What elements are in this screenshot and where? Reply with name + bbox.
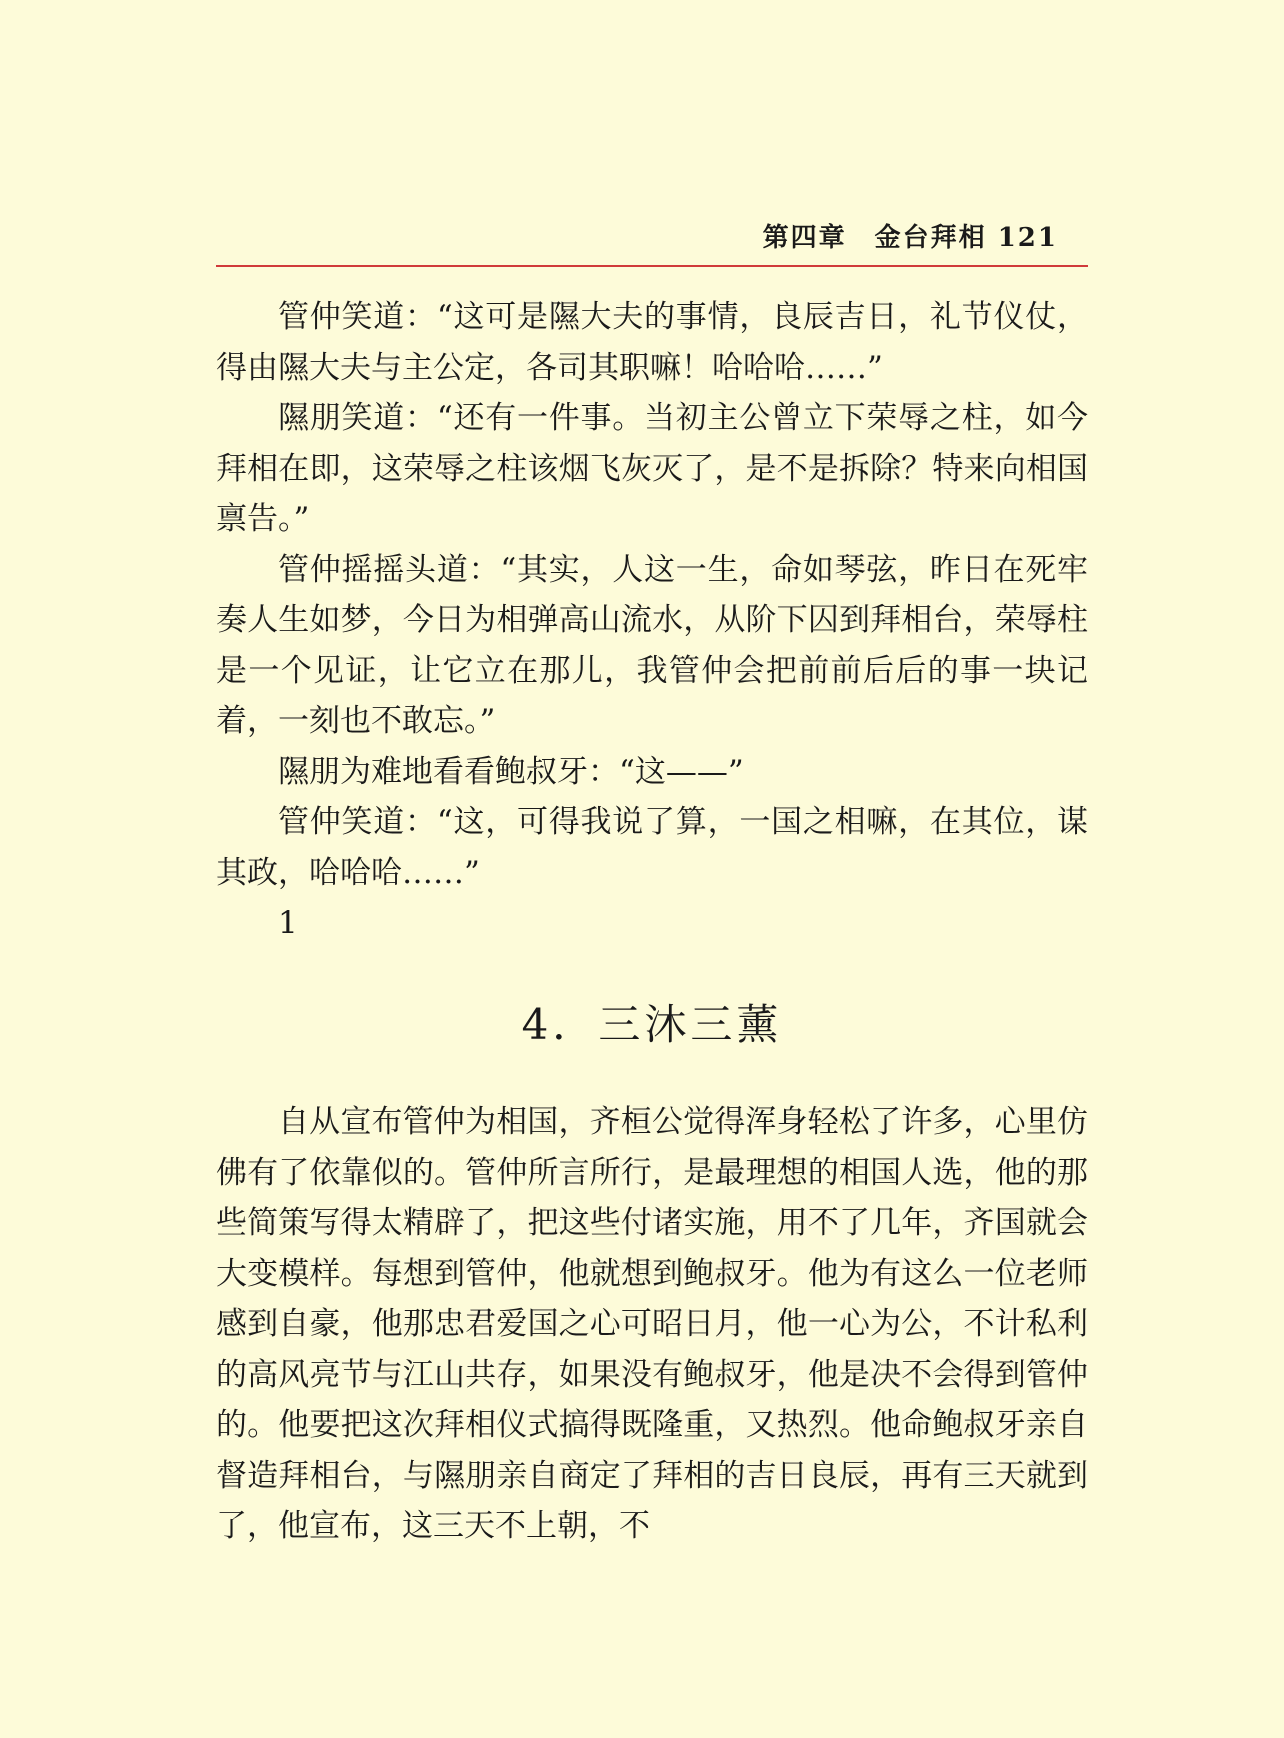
paragraph: 管仲笑道：“这可是隰大夫的事情，良辰吉日，礼节仪仗，得由隰大夫与主公定，各司其职嘛！哈哈哈……” [216,299,1088,386]
header-rule [216,265,1088,267]
paragraph: 自从宣布管仲为相国，齐桓公觉得浑身轻松了许多，心里仿佛有了依靠似的。管仲所言所行，是最理想的相国人选，他的那些简策写得太精辟了，把这些付诸实施，用不了几年，齐国就会大变模样。每想到管仲，他就想到鲍叔牙。他为有这么一位老师感到自豪，他那忠君爱国之心可昭日月，他一心为公，不计私利的高风亮节与江山共存，如果没有鲍叔牙，他是决不会得到管仲的。他要把这次拜相仪式搞得既隆重，又热烈。他命鲍叔牙亲自督造拜相台，与隰朋亲自商定了拜相的吉日良辰，再有三天就到了，他宣布，这三天不上朝，不 [216,1104,1088,1544]
paragraph: 隰朋为难地看看鲍叔牙：“这——” [278,753,744,790]
paragraph: 隰朋笑道：“还有一件事。当初主公曾立下荣辱之柱，如今拜相在即，这荣辱之柱该烟飞灰灭了，是不是拆除？特来向相国禀告。” [216,400,1088,537]
text-block-bottom [216,1097,1088,1552]
chapter-label: 第四章 [762,223,847,253]
paragraph: 1 [278,905,298,941]
paragraph: 管仲笑道：“这，可得我说了算，一国之相嘛，在其位，谋其政，哈哈哈……” [216,804,1088,891]
page-number: 121 [997,223,1058,253]
running-header [216,218,1088,258]
section-title: 4．三沐三薰 [521,1000,783,1049]
paragraph: 管仲摇摇头道：“其实，人这一生，命如琴弦，昨日在死牢奏人生如梦，今日为相弹高山流水，从阶下囚到拜相台，荣辱柱是一个见证，让它立在那儿，我管仲会把前前后后的事一块记着，一刻也不敢忘。” [216,551,1088,739]
chapter-title: 金台拜相 [874,223,987,253]
text-block-top [216,292,1088,949]
